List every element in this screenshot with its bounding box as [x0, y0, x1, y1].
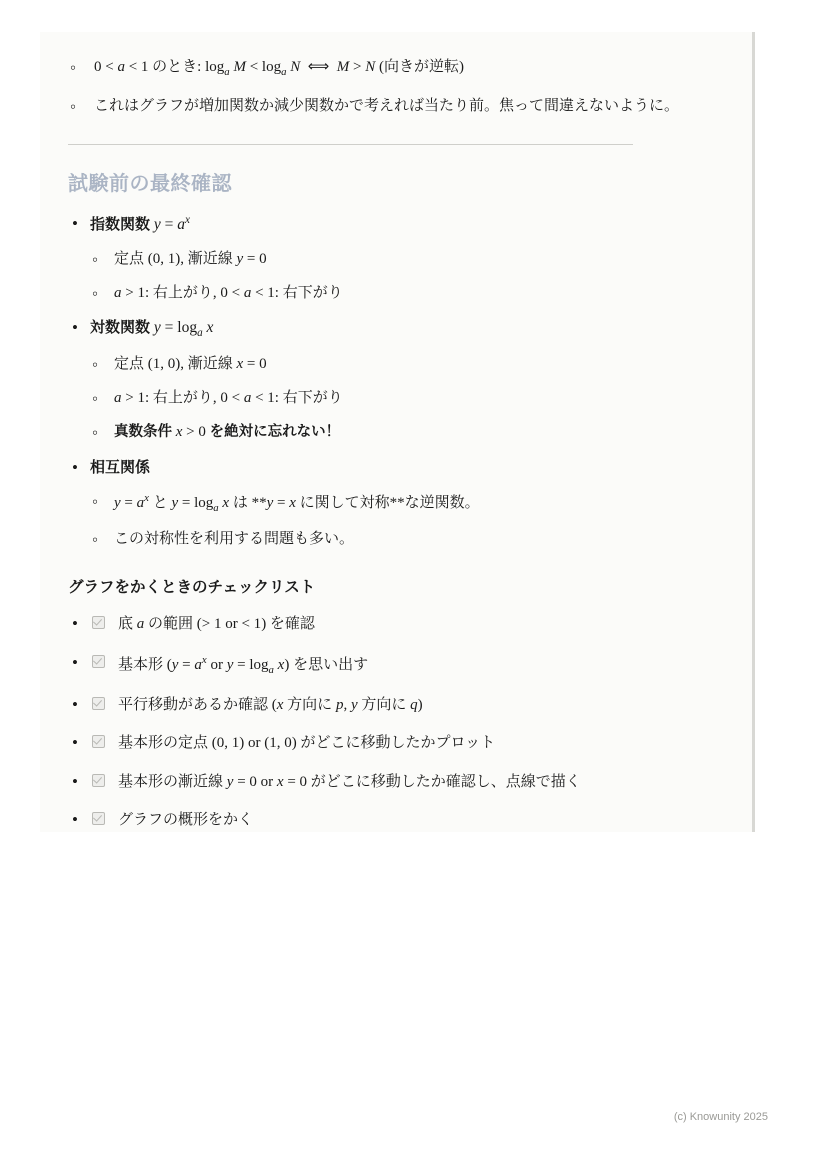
checklist-item: • グラフの概形をかく [68, 809, 692, 832]
list-item: ◦ a > 1: 右上がり, 0 < a < 1: 右下がり [90, 387, 692, 410]
list-item: ◦ この対称性を利用する問題も多い。 [90, 528, 692, 551]
summary-list [68, 212, 692, 551]
top-bullet-list [68, 56, 692, 118]
checklist-title: グラフをかくときのチェックリスト [68, 579, 316, 597]
top-continuation-block [68, 56, 692, 145]
sublist [90, 248, 692, 306]
checkbox-checked-icon[interactable] [92, 697, 105, 710]
list-item-exponential: • 指数関数 $y = a^x$ ◦ 定点 (0, 1), 漸近線 y = 0 ◦ a > 1: 右上がり, 0 < a < 1: 右下がり [68, 212, 692, 305]
list-item: ◦ 定点 (1, 0), 漸近線 x = 0 [90, 353, 692, 376]
sublist [90, 490, 692, 551]
checkbox-checked-icon[interactable] [92, 616, 105, 629]
checklist-item: • 平行移動があるか確認 (x 方向に p, y 方向に q) [68, 694, 692, 717]
list-item: ◦ 定点 (0, 1), 漸近線 y = 0 [90, 248, 692, 271]
section-divider [68, 144, 633, 145]
checkbox-checked-icon[interactable] [92, 812, 105, 825]
checklist-item: • 底 a の範囲 (> 1 or < 1) を確認 [68, 613, 692, 636]
list-item: ◦ 0 < a < 1 のとき: $\log_a M < \log_a N$ ⟺ M > N (向きが逆転) [68, 56, 692, 81]
list-item-logarithm: • 対数関数 $y = \log_a x$ ◦ 定点 (1, 0), 漸近線 x = 0 ◦ a > 1: 右上がり, 0 < a < 1: 右下がり ◦ 真数条件 x > 0 を絶対に忘れない！ [68, 316, 692, 445]
checkbox-checked-icon[interactable] [92, 655, 105, 668]
checkbox-checked-icon[interactable] [92, 735, 105, 748]
graph-checklist [68, 613, 692, 832]
checklist-item: • 基本形の定点 (0, 1) or (1, 0) がどこに移動したかプロット [68, 732, 692, 755]
document-content [40, 32, 752, 868]
sublist [90, 353, 692, 445]
list-item: ◦ これはグラフが増加関数か減少関数かで考えれば当たり前。焦って間違えないように。 [68, 95, 692, 118]
copyright-footer: (c) Knowunity 2025 [673, 1111, 768, 1123]
page-title: 試験前の最終確認 [68, 172, 232, 195]
list-item: ◦ a > 1: 右上がり, 0 < a < 1: 右下がり [90, 282, 692, 305]
list-item: ◦ 真数条件 x > 0 を絶対に忘れない！ [90, 421, 692, 444]
list-item: ◦ $y = a^x$ と $y = \log_a x$ は **y = x に関して対称**な逆関数。 [90, 490, 692, 517]
checklist-item: • 基本形の漸近線 y = 0 or x = 0 がどこに移動したか確認し、点線で描く [68, 771, 692, 794]
checklist-item: • 基本形 ($y = a^x$ or $y = \log_a x$) を思い出す [68, 652, 692, 678]
list-item-relation: • 相互関係 ◦ $y = a^x$ と $y = \log_a x$ は **y = x に関して対称**な逆関数。 ◦ この対称性を利用する問題も多い。 [68, 456, 692, 551]
checkbox-checked-icon[interactable] [92, 774, 105, 787]
document-page [40, 32, 755, 832]
